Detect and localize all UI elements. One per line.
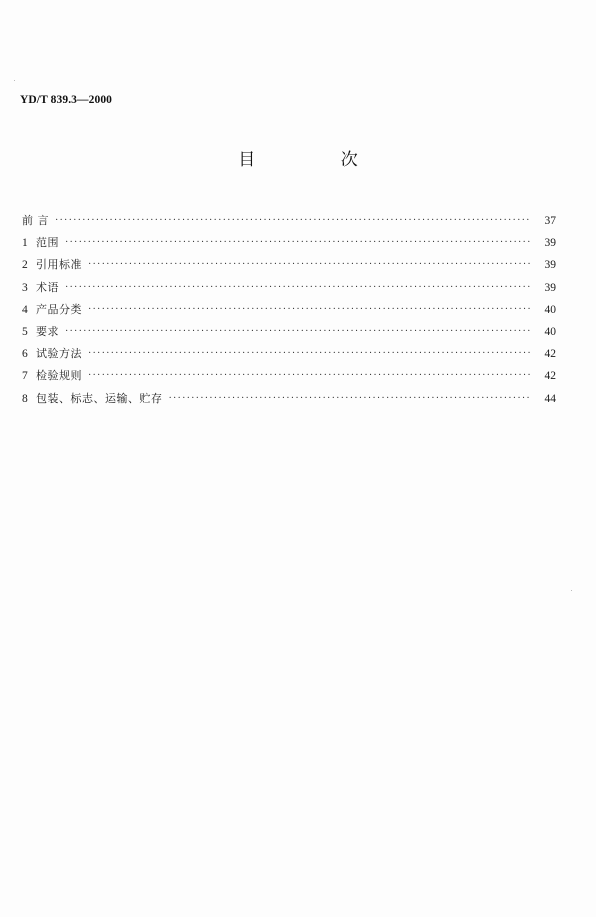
toc-leader-dots [65, 237, 530, 248]
toc-leader-dots [65, 326, 530, 337]
table-of-contents [22, 212, 556, 412]
toc-entry-number: 8 [22, 392, 28, 405]
toc-entry-label: 检验规则 [36, 369, 82, 383]
toc-leader-dots [169, 393, 531, 404]
toc-entry-terms[interactable] [22, 279, 556, 301]
toc-leader-dots [55, 215, 530, 226]
toc-entry-page: 39 [544, 281, 556, 294]
toc-leader-dots [88, 259, 530, 270]
toc-leader-dots [88, 370, 530, 381]
toc-entry-label: 试验方法 [36, 347, 82, 361]
toc-entry-preface[interactable] [22, 212, 556, 234]
toc-leader-dots [65, 282, 530, 293]
toc-entry-inspection-rules[interactable] [22, 367, 556, 389]
toc-entry-scope[interactable] [22, 234, 556, 256]
toc-entry-number: 2 [22, 259, 28, 272]
toc-entry-page: 37 [544, 215, 556, 227]
toc-entry-number: 1 [22, 237, 28, 250]
toc-entry-page: 42 [544, 370, 556, 383]
toc-entry-normative-references[interactable] [22, 256, 556, 278]
toc-entry-test-methods[interactable] [22, 345, 556, 367]
toc-entry-page: 39 [544, 259, 556, 272]
toc-entry-product-classification[interactable] [22, 301, 556, 323]
toc-entry-page: 44 [544, 392, 556, 405]
scan-speck [571, 590, 572, 591]
toc-entry-label: 产品分类 [36, 302, 82, 316]
toc-entry-label: 前 言 [22, 214, 49, 227]
toc-entry-label: 范围 [36, 236, 59, 250]
toc-entry-label: 包装、标志、运输、贮存 [36, 391, 163, 405]
toc-entry-packaging[interactable] [22, 390, 556, 412]
toc-entry-label: 引用标准 [36, 258, 82, 272]
scan-speck [14, 80, 15, 81]
toc-entry-number: 4 [22, 303, 28, 316]
toc-entry-page: 39 [544, 237, 556, 250]
toc-entry-page: 40 [544, 303, 556, 316]
toc-entry-label: 术语 [36, 280, 59, 294]
toc-entry-number: 3 [22, 281, 28, 294]
toc-leader-dots [88, 304, 530, 315]
standard-id: YD/T 839.3—2000 [20, 94, 113, 106]
toc-entry-requirements[interactable] [22, 323, 556, 345]
toc-entry-number: 5 [22, 325, 28, 338]
toc-entry-number: 6 [22, 348, 28, 361]
toc-entry-number: 7 [22, 370, 28, 383]
toc-entry-page: 42 [544, 348, 556, 361]
toc-entry-page: 40 [544, 325, 556, 338]
toc-title: 目 次 [238, 150, 398, 170]
toc-leader-dots [88, 348, 530, 359]
toc-entry-label: 要求 [36, 324, 59, 338]
